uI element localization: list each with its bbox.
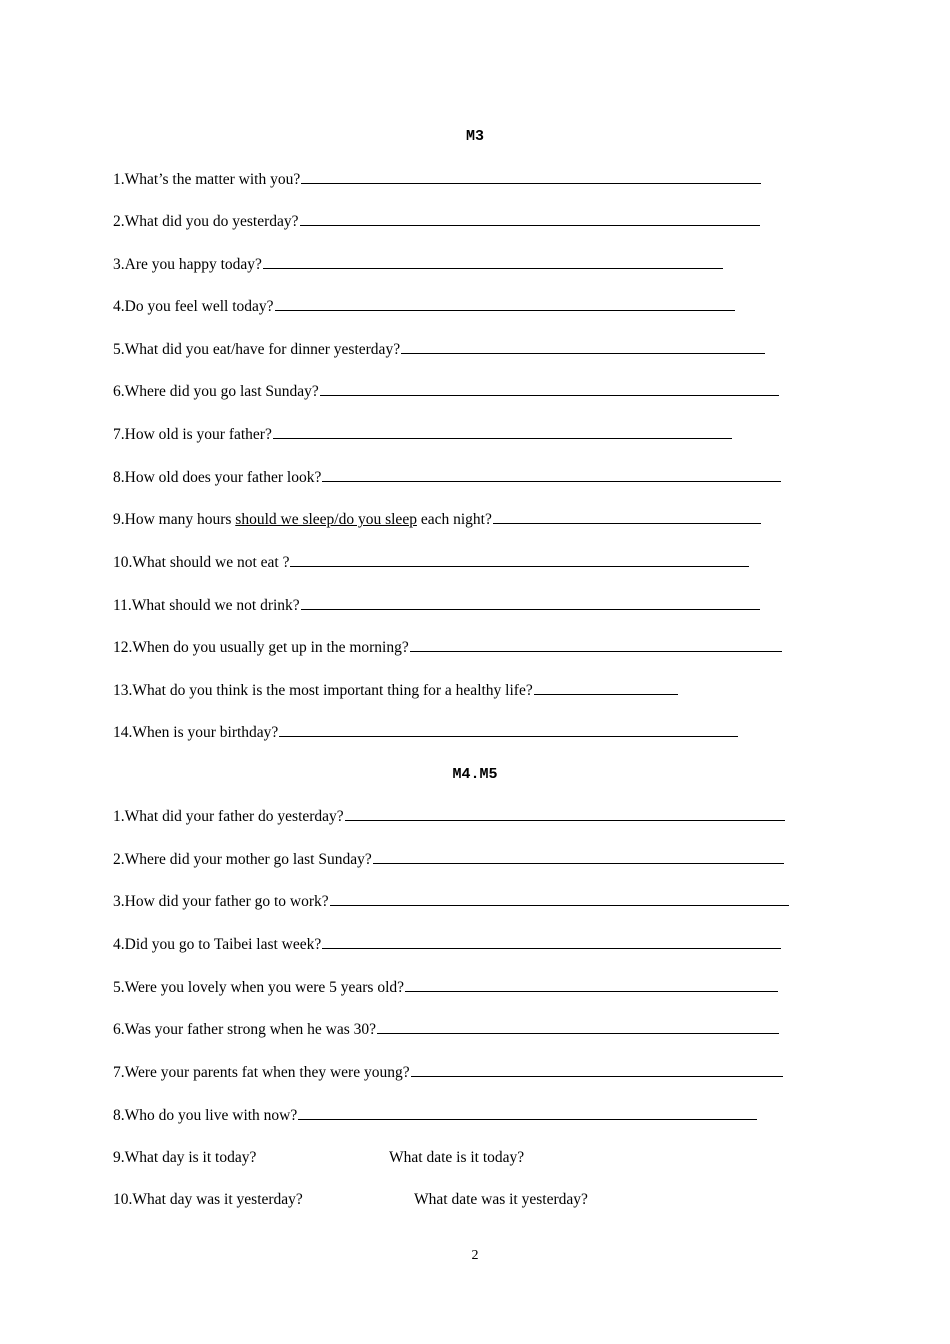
answer-line[interactable] [345, 819, 785, 821]
answer-line[interactable] [320, 394, 779, 396]
underlined-phrase: should we sleep/do you sleep [235, 511, 417, 528]
answer-line[interactable] [263, 267, 723, 269]
question-m4-2: 2.Where did your mother go last Sunday? [113, 850, 784, 870]
question-m3-3: 3.Are you happy today? [113, 255, 723, 275]
question-m4-1: 1.What did your father do yesterday? [113, 807, 785, 827]
answer-line[interactable] [290, 565, 749, 567]
section-title-m4m5: M4.M5 [452, 766, 498, 783]
question-m3-6: 6.Where did you go last Sunday? [113, 382, 779, 402]
answer-line[interactable] [301, 182, 761, 184]
answer-line[interactable] [373, 862, 784, 864]
answer-line[interactable] [322, 480, 781, 482]
question-m3-5: 5.What did you eat/have for dinner yesterday? [113, 340, 765, 360]
answer-line[interactable] [377, 1032, 779, 1034]
answer-line[interactable] [411, 1075, 783, 1077]
question-m3-12: 12.When do you usually get up in the morning? [113, 638, 782, 658]
question-m4-9: 9.What day is it today? What date is it today? [113, 1149, 525, 1166]
answer-line[interactable] [279, 735, 738, 737]
question-m3-9: 9.How many hours should we sleep/do you sleep each night? [113, 510, 761, 530]
question-m4-7: 7.Were your parents fat when they were young? [113, 1063, 783, 1083]
question-m3-8: 8.How old does your father look? [113, 468, 781, 488]
question-m4-4: 4.Did you go to Taibei last week? [113, 935, 781, 955]
answer-line[interactable] [273, 437, 732, 439]
answer-line[interactable] [330, 904, 789, 906]
question-m4-8: 8.Who do you live with now? [113, 1106, 757, 1126]
answer-line[interactable] [301, 608, 760, 610]
answer-line[interactable] [275, 309, 735, 311]
answer-line[interactable] [300, 224, 760, 226]
question-m4-6: 6.Was your father strong when he was 30? [113, 1020, 779, 1040]
answer-line[interactable] [298, 1118, 757, 1120]
question-m3-13: 13.What do you think is the most important thing for a healthy life? [113, 681, 678, 701]
question-m4-5: 5.Were you lovely when you were 5 years old? [113, 978, 778, 998]
page-number: 2 [471, 1248, 479, 1263]
question-m3-4: 4.Do you feel well today? [113, 297, 735, 317]
section-title-m3: M3 [465, 128, 484, 145]
question-m4-3: 3.How did your father go to work? [113, 892, 789, 912]
question-m3-7: 7.How old is your father? [113, 425, 732, 445]
question-m4-10: 10.What day was it yesterday? What date was it yesterday? [113, 1191, 588, 1208]
question-m3-10: 10.What should we not eat ? [113, 553, 749, 573]
answer-line[interactable] [493, 522, 761, 524]
question-m3-1: 1.What’s the matter with you? [113, 170, 761, 190]
answer-line[interactable] [401, 352, 765, 354]
question-m3-11: 11.What should we not drink? [113, 596, 760, 616]
question-m3-14: 14.When is your birthday? [113, 723, 738, 743]
answer-line[interactable] [322, 947, 781, 949]
answer-line[interactable] [534, 693, 678, 695]
question-m3-2: 2.What did you do yesterday? [113, 212, 760, 232]
answer-line[interactable] [405, 990, 778, 992]
answer-line[interactable] [410, 650, 782, 652]
